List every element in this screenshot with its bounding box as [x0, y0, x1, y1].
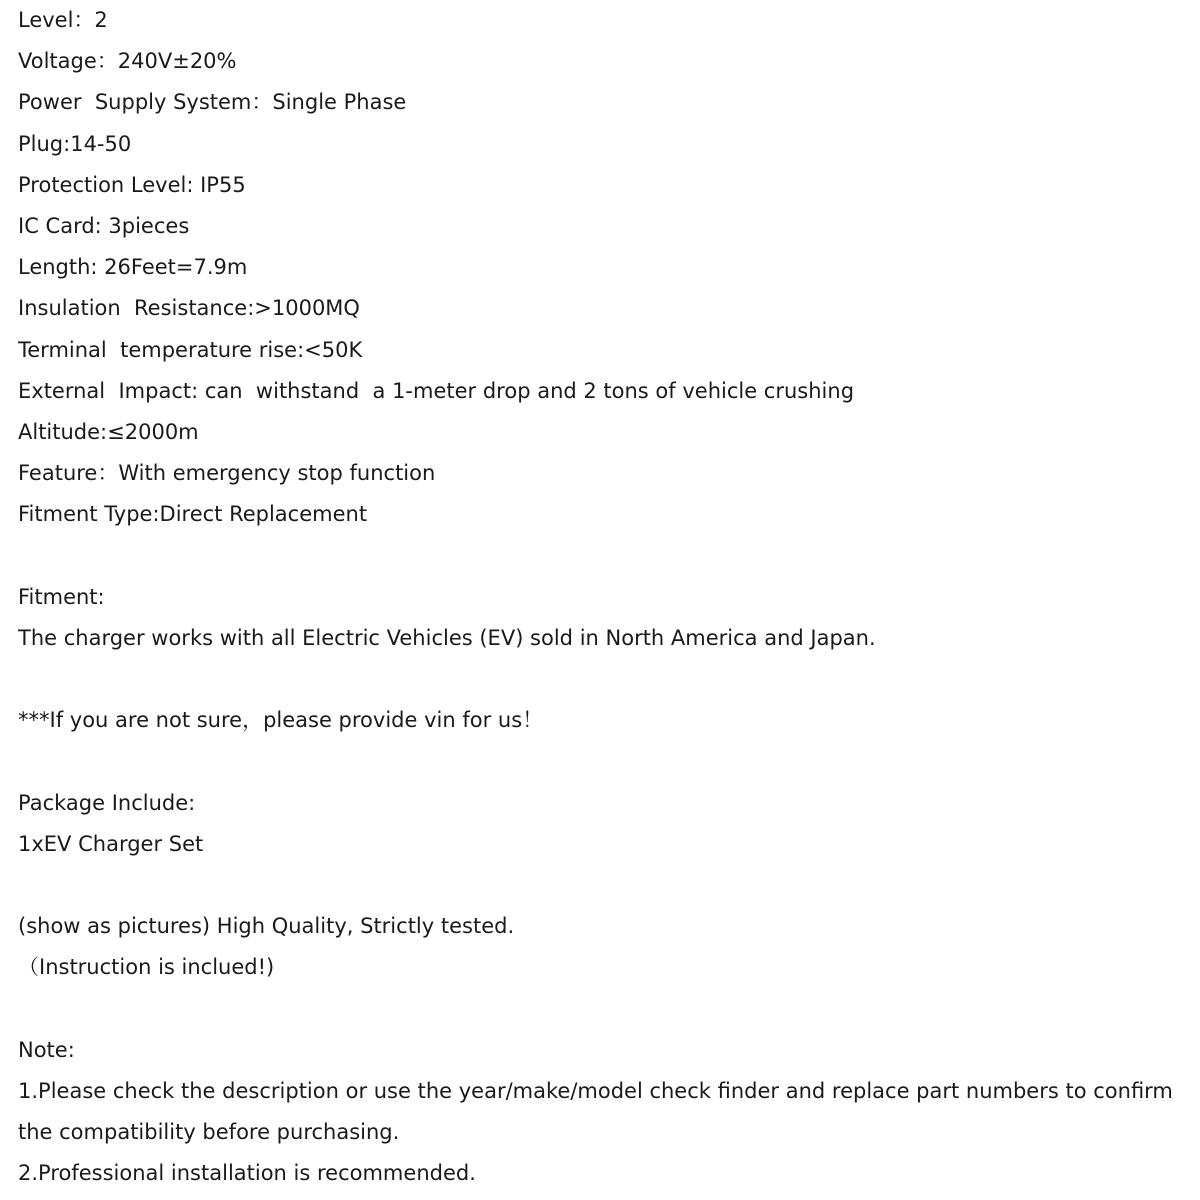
- spec-protection-level: Protection Level: IP55: [18, 172, 246, 197]
- spacer: [18, 989, 1188, 1030]
- spec-external-impact: External Impact: can withstand a 1-meter drop and 2 tons of vehicle crushing: [18, 378, 855, 403]
- spacer: [18, 659, 1188, 700]
- fitment-heading: Fitment:: [18, 584, 105, 609]
- note-line-1: 1.Please check the description or use the year/make/model check finder and replace part numbers to confirm: [18, 1078, 1173, 1103]
- spacer: [18, 535, 1188, 576]
- spec-length: Length: 26Feet=7.9m: [18, 255, 248, 280]
- quality-statement: (show as pictures) High Quality, Strictly tested.: [18, 914, 515, 939]
- spacer: [18, 741, 1188, 782]
- spacer: [18, 865, 1188, 906]
- package-item: 1xEV Charger Set: [18, 831, 204, 856]
- spec-insulation: Insulation Resistance:>1000MQ: [18, 296, 360, 321]
- spec-level: Level：2: [18, 8, 108, 32]
- spec-fitment-type: Fitment Type:Direct Replacement: [18, 502, 368, 527]
- product-description: [18, 0, 1188, 1194]
- package-heading: Package Include:: [18, 790, 196, 815]
- spec-power-supply: Power Supply System：Single Phase: [18, 90, 407, 115]
- note-heading: Note:: [18, 1037, 75, 1062]
- spec-altitude: Altitude:≤2000m: [18, 419, 199, 444]
- instruction-note: （Instruction is inclued!): [18, 955, 275, 980]
- note-line-2: 2.Professional installation is recommended.: [18, 1161, 476, 1186]
- spec-plug: Plug:14-50: [18, 131, 132, 156]
- spec-ic-card: IC Card: 3pieces: [18, 213, 190, 238]
- fitment-text: The charger works with all Electric Vehicles (EV) sold in North America and Japan.: [18, 625, 876, 650]
- spec-temperature-rise: Terminal temperature rise:<50K: [18, 337, 363, 362]
- vin-notice: ***If you are not sure，please provide vin for us！: [18, 708, 544, 733]
- spec-voltage: Voltage：240V±20%: [18, 49, 237, 74]
- note-line-1-continued: the compatibility before purchasing.: [18, 1120, 400, 1145]
- spec-feature: Feature：With emergency stop function: [18, 461, 436, 486]
